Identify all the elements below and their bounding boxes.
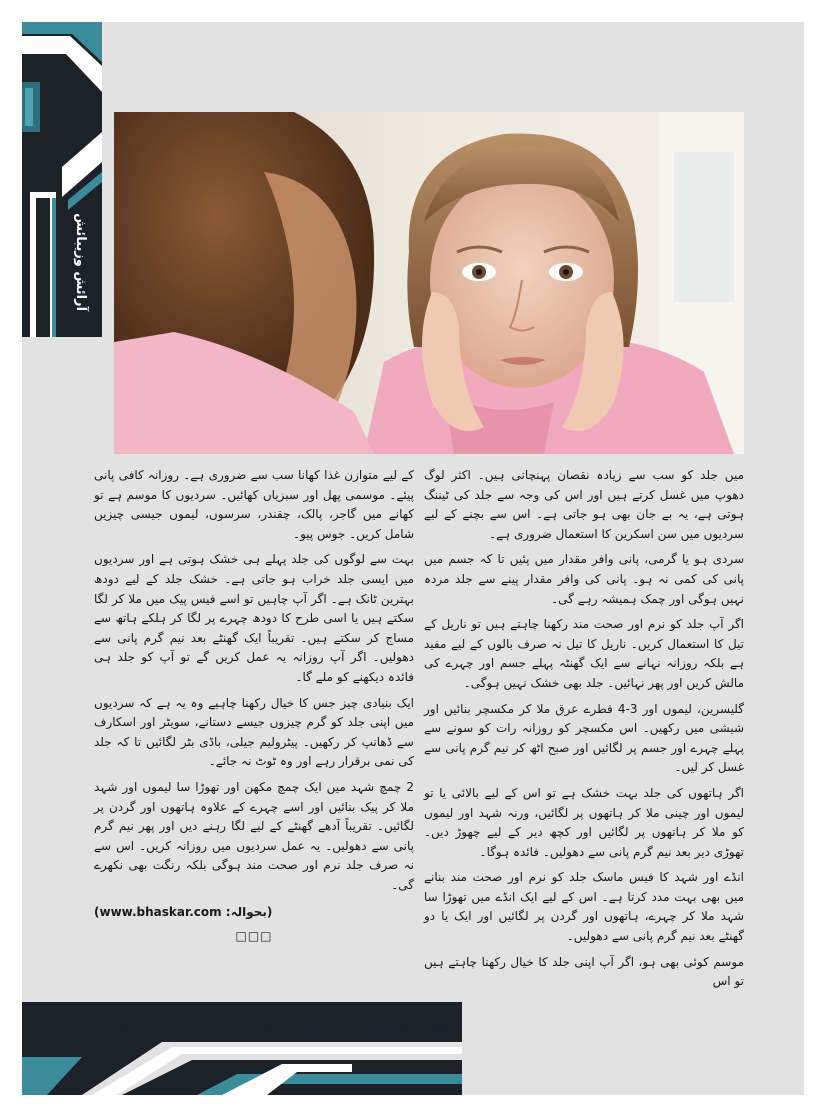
article-column-left <box>94 466 414 947</box>
paragraph: موسم کوئی بھی ہو، اگر آپ اپنی جلد کا خیال رکھنا چاہتے ہیں تو اس <box>424 954 744 989</box>
source-reference: (www.bhaskar.com :بحوالہ) <box>94 905 273 920</box>
paragraph: کے لیے متوازن غذا کھانا سب سے ضروری ہے۔ روزانہ کافی پانی پیئے۔ موسمی پھل اور سبزیاں کھائیں۔ سردیوں کا موسم ہے تو کھانے میں گاجر، پالک، چقندر، سرسوں، لیموں جیسی چیزیں شامل کریں۔ جوس پیو۔ <box>94 468 414 541</box>
article-photo <box>114 112 744 454</box>
magazine-page <box>22 22 804 1095</box>
paragraph: سردی ہو یا گرمی، پانی وافر مقدار میں پئیں تا کہ جسم میں پانی کی کمی نہ ہو۔ پانی کی وافر مقدار پینے سے جلد مردہ نہیں ہوگی اور چمک ہمیشہ رہے گی۔ <box>424 552 744 606</box>
paragraph: اگر آپ جلد کو نرم اور صحت مند رکھنا چاہتے ہیں تو ناریل کے تیل کا استعمال کریں۔ ناریل کا تیل نہ صرف بالوں کے لیے مفید ہے بلکہ روزانہ نہانے سے ایک گھنٹہ پہلے جسم اور چہرے کی مالش کریں اور پھر نہائیں۔ جلد بھی خشک نہیں ہوگی۔ <box>424 617 744 690</box>
footer-decoration <box>22 1002 804 1095</box>
issue-month: جنوری <box>294 1020 337 1035</box>
page-number: 61 <box>118 1019 139 1037</box>
woman-mirror-photo-icon <box>114 112 744 454</box>
paragraph: گلیسرین، لیموں اور 3-4 قطرے عرق ملا کر مکسچر بنائیں اور شیشی میں رکھیں۔ اس مکسچر کو روزانہ رات کو سونے سے پہلے چہرے اور جسم پر لگائیں اور صبح اٹھ کر نیم گرم پانی سے غسل کر لیں۔ <box>424 701 744 775</box>
paragraph: میں جلد کو سب سے زیادہ نقصان پہنچاتی ہیں۔ اکثر لوگ دھوپ میں غسل کرتے ہیں اور اس کی وجہ سے جلد کی ٹیننگ ہوتی ہے، یہ بے جان بھی ہو جاتی ہے۔ اس سے بچنے کے لیے سردیوں میں سن اسکرین کا استعمال ضروری ہے۔ <box>424 468 744 541</box>
article-column-right <box>424 466 744 998</box>
paragraph: 2 چمچ شہد میں ایک چمچ مکھن اور تھوڑا سا لیموں اور شہد ملا کر پیک بنائیں اور اسے چہرے کے علاوہ ہاتھوں اور گردن پر لگائیں۔ تقریباً آدھے گھنٹے کے لیے لگا رہنے دیں اور پھر نیم گرم پانی سے دھولیں۔ یہ عمل سردیوں میں روزانہ کریں۔ اس سے نہ صرف جلد نرم اور صحت مند ہوگی بلکہ رنگت بھی نکھرے گی۔ <box>94 779 414 892</box>
page-footer <box>22 1002 804 1095</box>
paragraph: انڈے اور شہد کا فیس ماسک جلد کو نرم اور صحت مند بنانے میں بھی بہت مدد کرتا ہے۔ اس کے لیے ایک انڈے میں تھوڑا سا شہد ملا کر چہرے، ہاتھوں اور گردن پر لگائیں اور ایک یا دو گھنٹے بعد نیم گرم پانی سے دھولیں۔ <box>424 870 744 944</box>
footer-masthead <box>132 1020 462 1035</box>
issue-year: 2022 <box>253 1020 290 1035</box>
section-strip <box>22 22 102 337</box>
paragraph: بہت سے لوگوں کی جلد پہلے ہی خشک ہوتی ہے اور سردیوں میں ایسی جلد خراب ہو جاتی ہے۔ خشک جلد کے لیے دودھ بہترین ٹانک ہے۔ اگر آپ چاہیں تو اسے فیس پیک میں ملا کر لگا سکتے ہیں یا اسی طرح کا دودھ چہرے پر لگا کر ہلکے ہاتھ سے مساج کر سکتے ہیں۔ تقریباً ایک گھنٹے بعد نیم گرم پانی سے دھولیں۔ اگر آپ روزانہ یہ عمل کریں گے تو آپ کو جلد ہی فائدہ دیکھنے کو ملے گا۔ <box>94 552 414 684</box>
magazine-name: ماہنامہ خواتین دنیا <box>340 1020 462 1035</box>
paragraph: ایک بنیادی چیز جس کا خیال رکھنا چاہیے وہ یہ ہے کہ سردیوں میں اپنی جلد کو گرم چیزوں جیسے دستانے، سویٹر اور اسکارف سے ڈھانپ کر رکھیں۔ پیٹرولیم جیلی، باڈی بٹر لگائیں تا کہ جلد کی نمی برقرار رہے اور وہ ٹوٹ نہ جائے۔ <box>94 695 414 769</box>
end-mark: □□□ <box>235 929 273 944</box>
section-label: آرائش وزیبائش <box>73 212 88 312</box>
paragraph: اگر ہاتھوں کی جلد بہت خشک ہے تو اس کے لیے بالائی یا تو لیموں اور چینی ملا کر ہاتھوں پر لگائیں، ورنہ شہد اور لیموں کو ملا کر ہاتھوں پر لگائیں اور کچھ دیر کے لیے چھوڑ دیں۔ تھوڑی دیر بعد نیم گرم پانی سے دھولیں۔ فائدہ ہوگا۔ <box>424 785 744 859</box>
